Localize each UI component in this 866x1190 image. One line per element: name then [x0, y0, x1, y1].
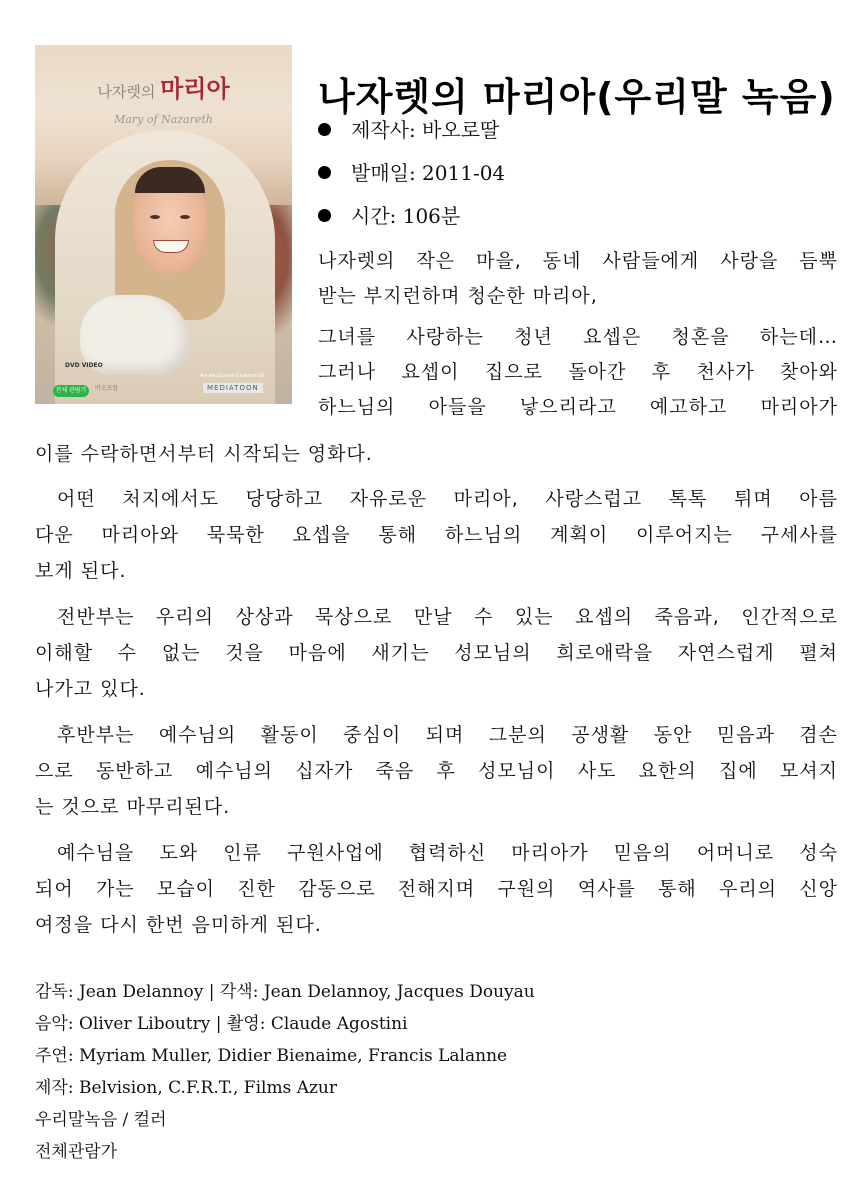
- synopsis-paragraph-2: [35, 599, 838, 707]
- synopsis-line: 전반부는 우리의 상상과 묵상으로 만날 수 있는 요셉의 죽음과, 인간적으로: [57, 606, 838, 628]
- synopsis-line: 그러나 요셉이 집으로 돌아간 후 천사가 찾아와: [318, 361, 838, 383]
- synopsis-line: 받는 부지런하며 청순한 마리아,: [318, 285, 598, 307]
- synopsis-line: 이를 수락하면서부터 시작되는 영화다.: [35, 443, 373, 465]
- credits-block: [35, 976, 535, 1168]
- bullet-icon: [318, 166, 331, 179]
- synopsis-line: 보게 된다.: [35, 560, 127, 582]
- synopsis-line: 그녀를 사랑하는 청년 요셉은 청혼을 하는데…: [318, 326, 838, 348]
- synopsis-line: 되어 가는 모습이 진한 감동으로 전해지며 구원의 역사를 통해 우리의 신앙: [35, 878, 838, 900]
- synopsis-line: 는 것으로 마무리된다.: [35, 796, 231, 818]
- credits-music-cinematography: 음악: Oliver Liboutry | 촬영: Claude Agostini: [35, 1014, 408, 1034]
- dvd-logo-icon: DVD VIDEO: [65, 362, 103, 369]
- synopsis-line: 나자렛의 작은 마을, 동네 사람들에게 사랑을 듬뿍: [318, 250, 838, 272]
- credits-cast: 주연: Myriam Muller, Didier Bienaime, Francis Lalanne: [35, 1046, 508, 1066]
- synopsis-line: 이해할 수 없는 것을 마음에 새기는 성모님의 희로애락을 자연스럽게 펼쳐: [35, 642, 838, 664]
- synopsis-line: 으로 동반하고 예수님의 십자가 죽음 후 성모님이 사도 요한의 집에 모셔지: [35, 760, 838, 782]
- synopsis-intro: [318, 244, 838, 425]
- page-title: 나자렛의 마리아(우리말 녹음): [318, 75, 836, 120]
- rating-badge: 전체 관람가: [53, 385, 89, 397]
- credits-rating: 전체관람가: [35, 1142, 118, 1162]
- synopsis-line: 여정을 다시 한번 음미하게 된다.: [35, 914, 322, 936]
- cover-title-korean: [35, 69, 292, 104]
- cover-title-prefix: 나자렛의: [97, 83, 156, 101]
- synopsis-line: 다운 마리아와 묵묵한 요셉을 통해 하느님의 계획이 이루어지는 구세사를: [35, 524, 838, 546]
- synopsis-paragraph-4: [35, 835, 838, 943]
- bullet-icon: [318, 209, 331, 222]
- cover-title-highlight: 마리아: [160, 75, 230, 103]
- publisher-logo: 바오로딸: [95, 385, 119, 392]
- meta-item-producer: [318, 112, 505, 155]
- synopsis-intro-tail: [35, 436, 838, 472]
- dvd-cover-image: [35, 45, 292, 404]
- synopsis-line: 예수님을 도와 인류 구원사업에 협력하신 마리아가 믿음의 어머니로 성숙: [57, 842, 838, 864]
- synopsis-line: 후반부는 예수님의 활동이 중심이 되며 그분의 공생활 동안 믿음과 겸손: [57, 724, 838, 746]
- synopsis-paragraph-1: [35, 481, 838, 589]
- product-meta-list: [318, 112, 505, 241]
- meta-item-release-date: [318, 155, 505, 198]
- cover-title-english: Mary of Nazareth: [114, 113, 213, 126]
- synopsis-paragraph-3: [35, 717, 838, 825]
- licence-text: An exclusive Licence of: [200, 373, 265, 379]
- meta-text: 시간: 106분: [351, 204, 461, 228]
- credits-audio-color: 우리말녹음 / 컬러: [35, 1110, 167, 1130]
- meta-text: 발매일: 2011-04: [351, 161, 506, 185]
- meta-item-runtime: [318, 198, 505, 241]
- synopsis-line: 어떤 처지에서도 당당하고 자유로운 마리아, 사랑스럽고 톡톡 튀며 아름: [57, 488, 838, 510]
- bullet-icon: [318, 123, 331, 136]
- synopsis-line: 나가고 있다.: [35, 678, 146, 700]
- cover-eye-right: [180, 215, 190, 219]
- meta-text: 제작사: 바오로딸: [351, 118, 500, 142]
- credits-director-writer: 감독: Jean Delannoy | 각색: Jean Delannoy, Jacques Douyau: [35, 982, 535, 1002]
- cover-eye-left: [150, 215, 160, 219]
- licence-brand-logo: MEDIATOON: [203, 383, 263, 393]
- credits-production: 제작: Belvision, C.F.R.T., Films Azur: [35, 1078, 337, 1098]
- synopsis-line: 하느님의 아들을 낳으리라고 예고하고 마리아가: [318, 396, 838, 418]
